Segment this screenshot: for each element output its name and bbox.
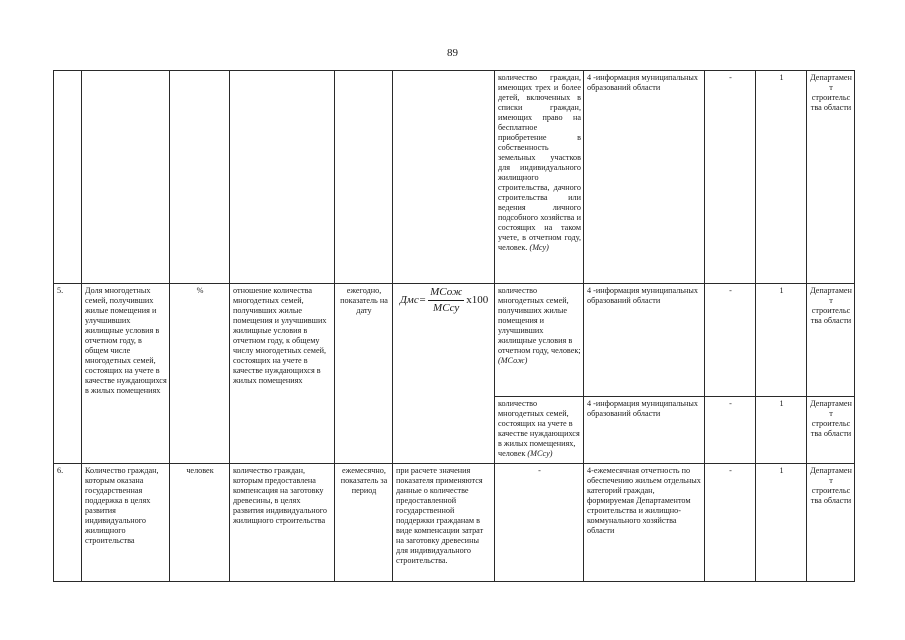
cell-one: 1 — [756, 397, 807, 464]
cell-one: 1 — [756, 284, 807, 397]
formula — [400, 286, 488, 316]
cell-unit: % — [170, 284, 230, 464]
cell-unit — [170, 71, 230, 284]
cell-definition: отношение количества многодетных семей, получивших жилые помещения и улучшивших жилищные условия в отчетном году, к общему числу многодетных семей, состоящих на учете в качестве нуждающихся в жилых помещениях — [230, 284, 335, 464]
cell-unit: человек — [170, 464, 230, 582]
cell-index: 6. — [54, 464, 82, 582]
table-row-5 — [54, 284, 855, 397]
cell-collection-method: 4-ежемесячная отчетность по обеспечению жильем отдельных категорий граждан, формируемая Департаментом строительства и жилищно-коммунального хозяйства области — [584, 464, 705, 582]
formula-lhs: Дмс= — [399, 294, 427, 307]
cell-base-indicator — [495, 284, 584, 397]
cell-responsible: Департамент строительства области — [807, 397, 855, 464]
cell-period: ежемесячно, показатель за период — [335, 464, 393, 582]
cell-period — [335, 71, 393, 284]
cell-dash: - — [705, 284, 756, 397]
formula-fraction — [428, 286, 464, 316]
cell-collection-method: 4 -информация муниципальных образований области — [584, 284, 705, 397]
base-text: количество граждан, имеющих трех и более детей, включенных в списки граждан, имеющих право на бесплатное приобретение в собственность земельных участков для индивидуального жилищного строительства, дачного строительства или ведения личного подсобного хозяйства и состоящих на таком учете, в отчетном году, человек. — [498, 73, 581, 252]
base-text: количество многодетных семей, состоящих на учете в качестве нуждающихся в жилых помещениях, человек — [498, 399, 580, 458]
cell-name: Доля многодетных семей, получивших жилые помещения и улучшивших жилищные условия в отчетном году, в общем числе многодетных семей, состоящих на учете в качестве нуждающихся в жилых помещениях — [82, 284, 170, 464]
formula-denominator: МСсу — [433, 302, 460, 315]
cell-responsible: Департамент строительства области — [807, 71, 855, 284]
base-text: количество многодетных семей, получивших жилые помещения и улучшивших жилищные условия в отчетном году, человек; — [498, 286, 581, 355]
base-symbol: (МСсу) — [527, 449, 553, 458]
table-row-continuation — [54, 71, 855, 284]
cell-index: 5. — [54, 284, 82, 464]
cell-name: Количество граждан, которым оказана государственная поддержка в целях развития индивидуального жилищного строительства — [82, 464, 170, 582]
cell-period: ежегодно, показатель на дату — [335, 284, 393, 464]
formula-numerator: МСож — [428, 286, 464, 301]
cell-one: 1 — [756, 464, 807, 582]
cell-one: 1 — [756, 71, 807, 284]
page-number: 89 — [447, 47, 458, 59]
cell-base-indicator — [495, 71, 584, 284]
cell-formula — [393, 284, 495, 464]
cell-responsible: Департамент строительства области — [807, 464, 855, 582]
base-symbol: (МСож) — [498, 356, 528, 365]
cell-dash: - — [705, 71, 756, 284]
table-row-6 — [54, 464, 855, 582]
cell-name — [82, 71, 170, 284]
base-symbol: (Мсу) — [529, 243, 549, 252]
cell-definition — [230, 71, 335, 284]
cell-definition: количество граждан, которым предоставлена компенсация на заготовку древесины, в целях развития индивидуального жилищного строительства — [230, 464, 335, 582]
cell-method: при расчете значения показателя применяются данные о количестве предоставленной государственной поддержки гражданам в виде компенсации затрат на заготовку древесины для индивидуального строительства. — [393, 464, 495, 582]
cell-base-indicator — [495, 397, 584, 464]
cell-responsible: Департамент строительства области — [807, 284, 855, 397]
formula-multiplier: x100 — [466, 294, 489, 307]
cell-collection-method: 4 -информация муниципальных образований области — [584, 397, 705, 464]
cell-dash: - — [705, 397, 756, 464]
cell-collection-method: 4 -информация муниципальных образований области — [584, 71, 705, 284]
cell-dash: - — [705, 464, 756, 582]
cell-method — [393, 71, 495, 284]
indicators-table — [53, 70, 855, 582]
cell-base-indicator: - — [495, 464, 584, 582]
cell-index — [54, 71, 82, 284]
